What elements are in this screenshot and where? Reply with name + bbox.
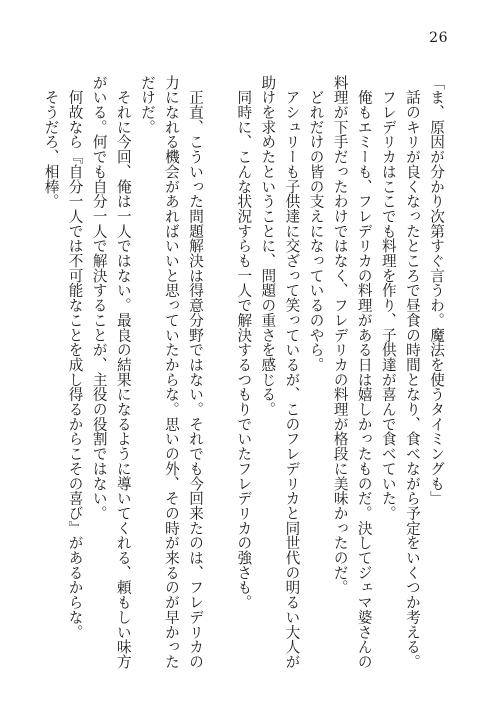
paragraph-break xyxy=(207,75,231,675)
paragraph: どれだけの皆の支えになっているのやら。 xyxy=(307,75,325,372)
paragraph: 何故なら『自分一人では不可能なことを成し得るからこその喜び』があるからな。 xyxy=(66,75,84,640)
paragraph: 俺もエミーも、フレデリカの料理がある日は嬉しかったものだ。決してジェマ婆さんの料理が下手だったわけではなく、フレデリカの料理が格段に美味かったのだ。 xyxy=(331,75,373,669)
paragraph: 「ま、原因が分かり次第すぐ言うわ。魔法を使うタイミングも」 xyxy=(428,75,445,506)
paragraph: それに今回、俺は一人ではない。最良の結果になるように導いてくれる、頼もしい味方がいる。何でも自分一人で解決することが、主役の役割ではない。 xyxy=(90,75,132,669)
paragraph: アシュリーも子供達に交ざって笑っているが、このフレデリカと同世代の明るい大人が助けを求めたということに、問題の重さを感じる。 xyxy=(259,75,301,669)
paragraph: フレデリカはここでも料理を作り、子供達が喜んで食べていた。 xyxy=(379,75,397,521)
paragraph: そうだろ、相棒。 xyxy=(42,75,60,209)
page-number: 26 xyxy=(429,30,448,46)
body-text xyxy=(38,75,448,675)
paragraph: 話のキリが良くなったところで昼食の時間となり、食べながら予定をいくつか考える。 xyxy=(403,75,421,669)
paragraph: 正直、こういった問題解決は得意分野ではない。それでも今回来たのは、フレデリカの力になれる機会があればいいと思っていたからな。思いの外、その時が来るのが早かっただけだ。 xyxy=(138,75,205,669)
paragraph: 同時に、こんな状況すらも一人で解決するつもりでいたフレデリカの強さも。 xyxy=(235,75,253,610)
